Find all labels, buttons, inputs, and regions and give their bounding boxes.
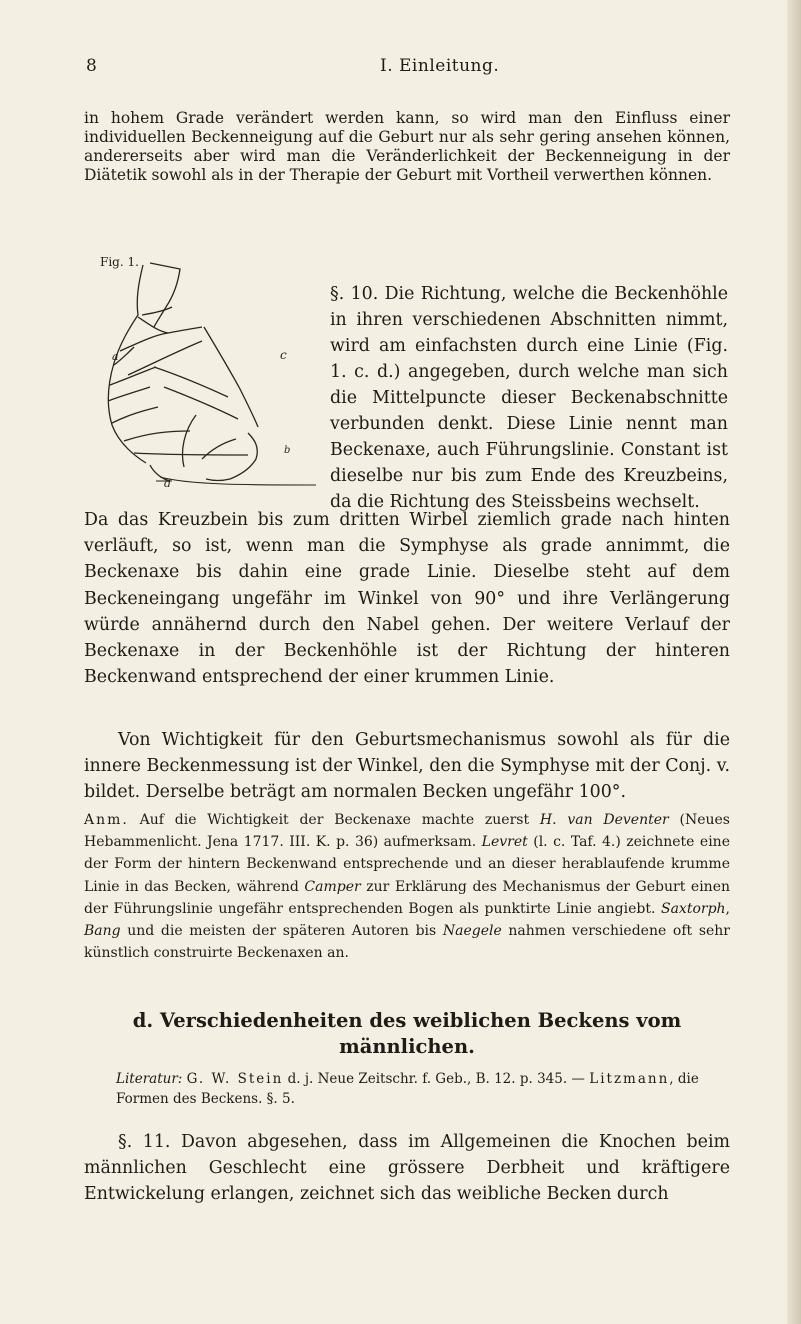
figure-label: Fig. 1.	[100, 255, 139, 269]
literature-label: Literatur:	[116, 1071, 183, 1087]
note-text: Auf die Wichtigkeit der Beckenaxe machte zuerst	[128, 812, 540, 828]
literature-author-litzmann: Litzmann	[589, 1071, 670, 1087]
literature-text: , die Formen des Beckens. §. 5.	[116, 1071, 699, 1107]
note-text: (Neues Hebammenlicht. Jena 1717. III. K. p. 36) aufmerksam.	[84, 812, 730, 851]
literature-line	[116, 1069, 730, 1109]
note-ref-camper: Camper	[304, 878, 361, 895]
literature-author-stein: G. W. Stein	[186, 1071, 284, 1087]
note-text: zur Erklärung des Mechanismus der Geburt einen der Führungslinie ungefähr entsprechenden Bogen als punktirte Linie angiebt.	[84, 878, 730, 917]
note-text: ,	[725, 900, 730, 917]
page-edge	[787, 0, 801, 1324]
note-ref-naegele: Naegele	[442, 923, 502, 940]
annotation-note	[84, 809, 730, 964]
symphyse-winkel-paragraph: Von Wichtigkeit für den Geburtsmechanismus sowohl als für die innere Beckenmessung ist der Winkel, den die Symphyse mit der Conj. v. bildet. Derselbe beträgt am normalen Becken ungefähr 100°.	[84, 730, 730, 803]
letter-b: b	[284, 445, 291, 456]
sacrum-outline	[108, 265, 146, 463]
letter-c: c	[280, 348, 287, 362]
figure-1	[98, 255, 316, 495]
literature-text: d. j. Neue Zeitschr. f. Geb., B. 12. p. 345. —	[283, 1071, 590, 1087]
section-11-paragraph: §. 11. Davon abgesehen, dass im Allgemeinen die Knochen beim männlichen Geschlecht eine grössere Derbheit und kräftigere Entwickelung erlangen, zeichnet sich das weibliche Becken durch	[84, 1132, 730, 1205]
section-d-heading: d. Verschiedenheiten des weiblichen Beckens vom männlichen.	[132, 1009, 682, 1058]
note-ref-bang: Bang	[84, 923, 121, 940]
pelvic-axis	[160, 477, 316, 485]
note-ref-levret: Levret	[481, 834, 528, 851]
note-text: und die meisten der späteren Autoren bis	[120, 923, 443, 940]
page-number: 8	[86, 56, 97, 76]
note-label: Anm.	[84, 812, 129, 828]
note-text: (l. c. Taf. 4.) zeichnete eine der Form der hintern Beckenwand entsprechende und an dieser herablaufende krumme Linie in das Becken, während	[84, 834, 730, 895]
note-ref-deventer: H. van Deventer	[539, 812, 669, 828]
kreuzbein-paragraph: Da das Kreuzbein bis zum dritten Wirbel ziemlich grade nach hinten verläuft, so ist, wenn man die Symphyse als grade annimmt, die Beckenaxe bis dahin eine grade Linie. Dieselbe steht auf dem Beckeneingang ungefähr im Winkel von 90° und ihre Verlängerung würde annähernd durch den Nabel gehen. Der weitere Verlauf der Beckenaxe in der Beckenhöhle ist der Richtung der hinteren Beckenwand entsprechend der einer krummen Linie.	[84, 510, 730, 688]
intro-paragraph: in hohem Grade verändert werden kann, so wird man den Einfluss einer individuellen Beckenneigung auf die Geburt nur als sehr gering ansehen können, andererseits aber wird man die Veränderlichkeit der Beckenneigung in der Diätetik sowohl als in der Therapie der Geburt mit Vortheil verwerthen können.	[84, 108, 730, 184]
page-header	[86, 56, 736, 80]
note-ref-saxtorph: Saxtorph	[660, 900, 726, 917]
symphysis	[204, 327, 258, 427]
pelvis-diagram	[98, 255, 316, 495]
letter-a: a	[112, 350, 119, 363]
running-head: I. Einleitung.	[380, 56, 500, 76]
letter-d: d	[164, 477, 172, 490]
section-10-paragraph: §. 10. Die Richtung, welche die Beckenhöhle in ihren verschiedenen Abschnitten nimmt, wird am einfachsten durch eine Linie (Fig. 1. c. d.) angegeben, durch welche man sich die Mittelpuncte dieser Beckenabschnitte verbunden denkt. Diese Linie nennt man Beckenaxe, auch Führungslinie. Constant ist dieselbe nur bis zum Ende des Kreuzbeins, da die Richtung des Steissbeins wechselt.	[330, 284, 728, 512]
note-text: nahmen verschiedene oft sehr künstlich construirte Beckenaxen an.	[84, 923, 730, 962]
